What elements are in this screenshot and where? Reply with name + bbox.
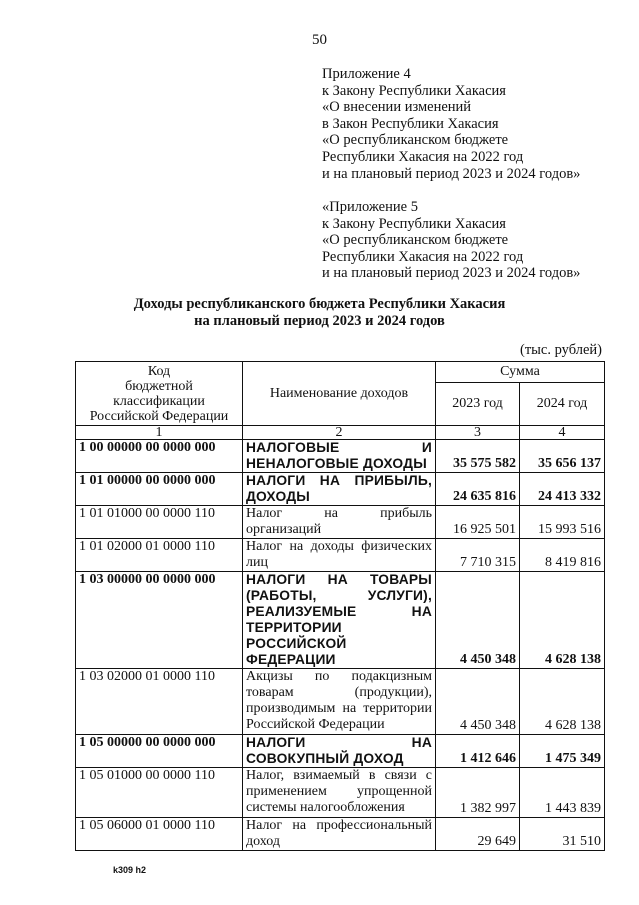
amount-2023-cell: 24 635 816 — [436, 473, 520, 506]
appendix-4-line: в Закон Республики Хакасия — [322, 115, 499, 132]
footer-code: k309 h2 — [113, 865, 147, 875]
revenue-table — [75, 361, 605, 851]
budget-code-cell: 1 01 01000 00 0000 110 — [76, 506, 243, 539]
amount-2024-cell: 35 656 137 — [520, 440, 605, 473]
amount-2024-cell: 15 993 516 — [520, 506, 605, 539]
budget-code-cell: 1 01 02000 01 0000 110 — [76, 539, 243, 572]
document-title-line-2: на плановый период 2023 и 2024 годов — [194, 313, 445, 329]
amount-2023-cell: 16 925 501 — [436, 506, 520, 539]
amount-2023-cell: 1 382 997 — [436, 768, 520, 818]
revenue-name-cell: НАЛОГОВЫЕ И НЕНАЛОГОВЫЕ ДОХОДЫ — [243, 440, 436, 473]
column-number: 1 — [76, 426, 243, 440]
table-row — [76, 735, 605, 768]
appendix-5-line: «О республиканском бюджете — [322, 232, 509, 249]
revenue-name-cell: Акцизы по подакцизным товарам (продукции), производимым на территории Российской Федерации — [243, 669, 436, 735]
amount-2024-cell: 4 628 138 — [520, 572, 605, 669]
header-year-2023: 2023 год — [436, 383, 520, 426]
table-row — [76, 473, 605, 506]
column-number: 4 — [520, 426, 605, 440]
header-code-line: Код — [147, 363, 171, 379]
appendix-5-caption — [322, 199, 580, 282]
budget-code-cell: 1 00 00000 00 0000 000 — [76, 440, 243, 473]
budget-code-cell: 1 03 00000 00 0000 000 — [76, 572, 243, 669]
appendix-4-line: Приложение 4 — [322, 66, 411, 82]
amount-2024-cell: 31 510 — [520, 818, 605, 851]
header-code-line: бюджетной — [125, 378, 193, 394]
appendix-4-caption — [322, 66, 580, 182]
budget-code-cell: 1 05 01000 00 0000 110 — [76, 768, 243, 818]
header-code-line: Российской Федерации — [89, 408, 229, 424]
header-sum: Сумма — [436, 362, 605, 383]
revenue-name-cell: Налог на доходы физических лиц — [243, 539, 436, 572]
column-number: 2 — [243, 426, 436, 440]
budget-code-cell: 1 05 06000 01 0000 110 — [76, 818, 243, 851]
revenue-name-cell: НАЛОГИ НА ПРИБЫЛЬ, ДОХОДЫ — [243, 473, 436, 506]
table-row — [76, 539, 605, 572]
table-row — [76, 506, 605, 539]
appendix-4-line: Республики Хакасия на 2022 год — [322, 148, 524, 165]
table-row — [76, 572, 605, 669]
document-title — [0, 296, 639, 330]
amount-2023-cell: 29 649 — [436, 818, 520, 851]
column-number: 3 — [436, 426, 520, 440]
budget-code-cell: 1 05 00000 00 0000 000 — [76, 735, 243, 768]
page-number: 50 — [312, 32, 327, 48]
appendix-5-line: к Закону Республики Хакасия — [322, 215, 506, 232]
revenue-name-cell: НАЛОГИ НА ТОВАРЫ (РАБОТЫ, УСЛУГИ), РЕАЛИЗУЕМЫЕ НА ТЕРРИТОРИИ РОССИЙСКОЙ ФЕДЕРАЦИИ — [243, 572, 436, 669]
revenue-name-cell: Налог на профессиональный доход — [243, 818, 436, 851]
appendix-5-line: Республики Хакасия на 2022 год — [322, 248, 524, 265]
amount-2024-cell: 24 413 332 — [520, 473, 605, 506]
amount-2024-cell: 8 419 816 — [520, 539, 605, 572]
header-code-line: классификации — [113, 393, 205, 409]
table-row — [76, 440, 605, 473]
amount-2023-cell: 4 450 348 — [436, 572, 520, 669]
revenue-name-cell: Налог на прибыль организаций — [243, 506, 436, 539]
header-name: Наименование доходов — [243, 362, 436, 426]
amount-2024-cell: 1 475 349 — [520, 735, 605, 768]
revenue-name-cell: НАЛОГИ НА СОВОКУПНЫЙ ДОХОД — [243, 735, 436, 768]
amount-2023-cell: 1 412 646 — [436, 735, 520, 768]
appendix-5-line: и на плановый период 2023 и 2024 годов» — [322, 265, 581, 282]
budget-code-cell: 1 03 02000 01 0000 110 — [76, 669, 243, 735]
units-label: (тыс. рублей) — [520, 342, 602, 358]
appendix-5-line: «Приложение 5 — [322, 199, 418, 215]
amount-2024-cell: 1 443 839 — [520, 768, 605, 818]
appendix-4-line: к Закону Республики Хакасия — [322, 82, 506, 99]
table-row — [76, 818, 605, 851]
amount-2023-cell: 7 710 315 — [436, 539, 520, 572]
amount-2023-cell: 35 575 582 — [436, 440, 520, 473]
appendix-4-line: и на плановый период 2023 и 2024 годов» — [322, 165, 581, 182]
table-row — [76, 669, 605, 735]
appendix-4-line: «О внесении изменений — [322, 99, 472, 116]
document-title-line-1: Доходы республиканского бюджета Республики Хакасия — [133, 296, 506, 312]
revenue-name-cell: Налог, взимаемый в связи с применением упрощенной системы налогообложения — [243, 768, 436, 818]
budget-code-cell: 1 01 00000 00 0000 000 — [76, 473, 243, 506]
amount-2024-cell: 4 628 138 — [520, 669, 605, 735]
header-code — [76, 362, 243, 426]
amount-2023-cell: 4 450 348 — [436, 669, 520, 735]
appendix-4-line: «О республиканском бюджете — [322, 132, 509, 149]
header-year-2024: 2024 год — [520, 383, 605, 426]
table-row — [76, 768, 605, 818]
